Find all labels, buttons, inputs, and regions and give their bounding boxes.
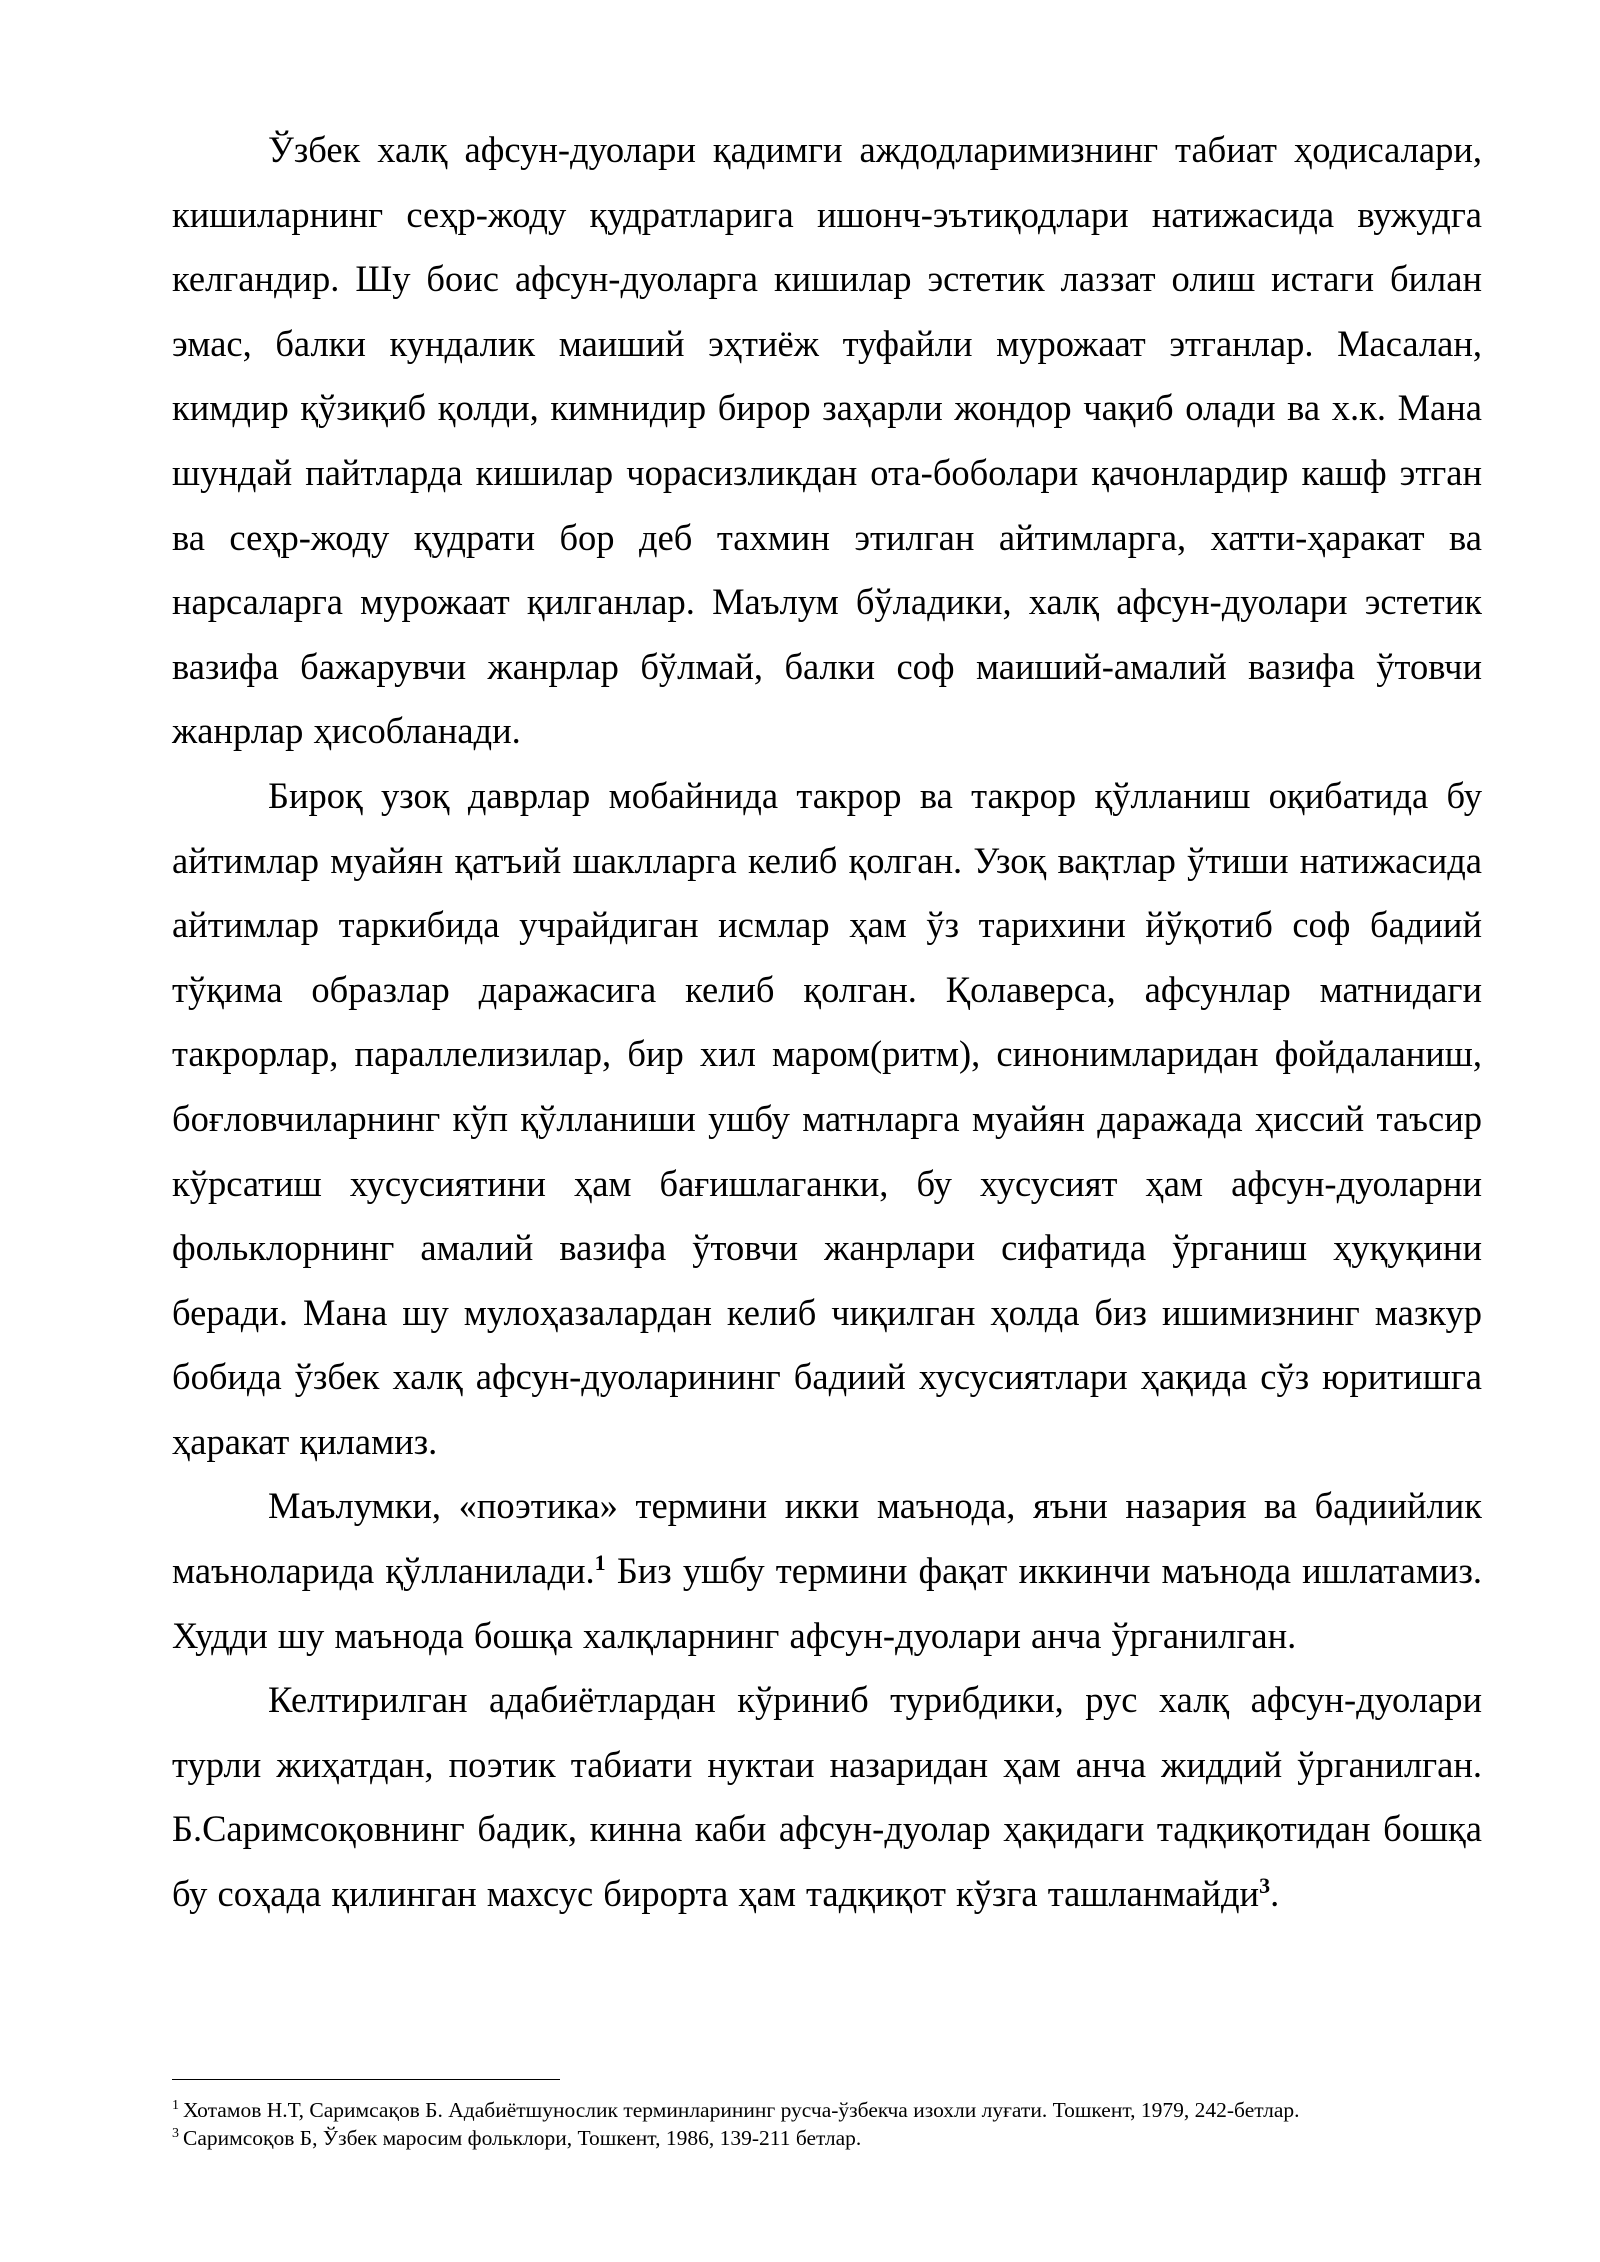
paragraph-2 xyxy=(172,764,1482,1475)
paragraph-1-text: Ўзбек халқ афсун-дуолари қадимги аждодларимизнинг табиат ҳодисалари, кишиларнинг сеҳр-жоду қудратларига ишонч-эътиқодлари натижасида вужудга келгандир. Шу боис афсун-дуоларга кишилар эстетик лаззат олиш истаги билан эмас, балки кундалик маиший эҳтиёж туфайли мурожаат этганлар. Масалан, кимдир қўзиқиб қолди, кимнидир бирор заҳарли жондор чақиб олади ва х.к. Мана шундай пайтларда кишилар чорасизликдан ота-боболари қачонлардир кашф этган ва сеҳр-жоду қудрати бор деб тахмин этилган айтимларга, хатти-ҳаракат ва нарсаларга мурожаат қилганлар. Маълум бўладики, халқ афсун-дуолари эстетик вазифа бажарувчи жанрлар бўлмай, балки соф маиший-амалий вазифа ўтовчи жанрлар ҳисобланади. xyxy=(172,129,1482,752)
footnote-1-text: Хотамов Н.Т, Саримсақов Б. Адабиётшунослик терминларининг русча-ўзбекча изохли луғати. Тошкент, 1979, 242-бетлар. xyxy=(183,2098,1300,2122)
footnote-1-mark: 1 xyxy=(172,2097,179,2113)
footnote-3-text: Саримсоқов Б, Ўзбек маросим фольклори, Тошкент, 1986, 139-211 бетлар. xyxy=(183,2126,862,2150)
footnote-3 xyxy=(172,2124,1482,2152)
paragraph-4-text-end: . xyxy=(1270,1873,1280,1915)
footnote-reference-1: 1 xyxy=(594,1549,606,1575)
footnotes-section xyxy=(172,2096,1482,2152)
paragraph-3-text-end: Биз ушбу термини фақат иккинчи маънода ишлатамиз. Худди шу маънода бошқа халқларнинг афсун-дуолари анча ўрганилган. xyxy=(172,1550,1482,1656)
footnote-reference-3: 3 xyxy=(1259,1872,1271,1898)
footnote-1 xyxy=(172,2096,1482,2124)
paragraph-2-text: Бироқ узоқ даврлар мобайнида такрор ва такрор қўлланиш оқибатида бу айтимлар муайян қатъий шаклларга келиб қолган. Узоқ вақтлар ўтиши натижасида айтимлар таркибида учрайдиган исмлар ҳам ўз тарихини йўқотиб соф бадиий тўқима образлар даражасига келиб қолган. Қолаверса, афсунлар матнидаги такрорлар, параллелизилар, бир хил маром(ритм), синонимларидан фойдаланиш, боғловчиларнинг кўп қўлланиши ушбу матнларга муайян даражада ҳиссий таъсир кўрсатиш хусусиятини ҳам бағишлаганки, бу хусусият ҳам афсун-дуоларни фольклорнинг амалий вазифа ўтовчи жанрлари сифатида ўрганиш ҳуқуқини беради. Мана шу мулоҳазалардан келиб чиқилган ҳолда биз ишимизнинг мазкур бобида ўзбек халқ афсун-дуоларининг бадиий хусусиятлари ҳақида сўз юритишга ҳаракат қиламиз. xyxy=(172,774,1482,1462)
paragraph-3-text-start: Маълумки, «поэтика» термини икки маънода, яъни назария ва бадиийлик маъноларида қўлланилади. xyxy=(172,1485,1482,1592)
paragraph-3 xyxy=(172,1474,1482,1668)
paragraph-4-text-start: Келтирилган адабиётлардан кўриниб турибдики, рус халқ афсун-дуолари турли жиҳатдан, поэтик табиати нуктаи назаридан ҳам анча жиддий ўрганилган. Б.Саримсоқовнинг бадик, кинна каби афсун-дуолар ҳақидаги тадқиқотидан бошқа бу соҳада қилинган махсус бирорта ҳам тадқиқот кўзга ташланмайди xyxy=(172,1679,1482,1915)
document-page xyxy=(172,118,1482,1927)
paragraph-4 xyxy=(172,1668,1482,1926)
footnote-separator xyxy=(172,2079,560,2080)
paragraph-1 xyxy=(172,118,1482,764)
footnote-3-mark: 3 xyxy=(172,2125,179,2141)
